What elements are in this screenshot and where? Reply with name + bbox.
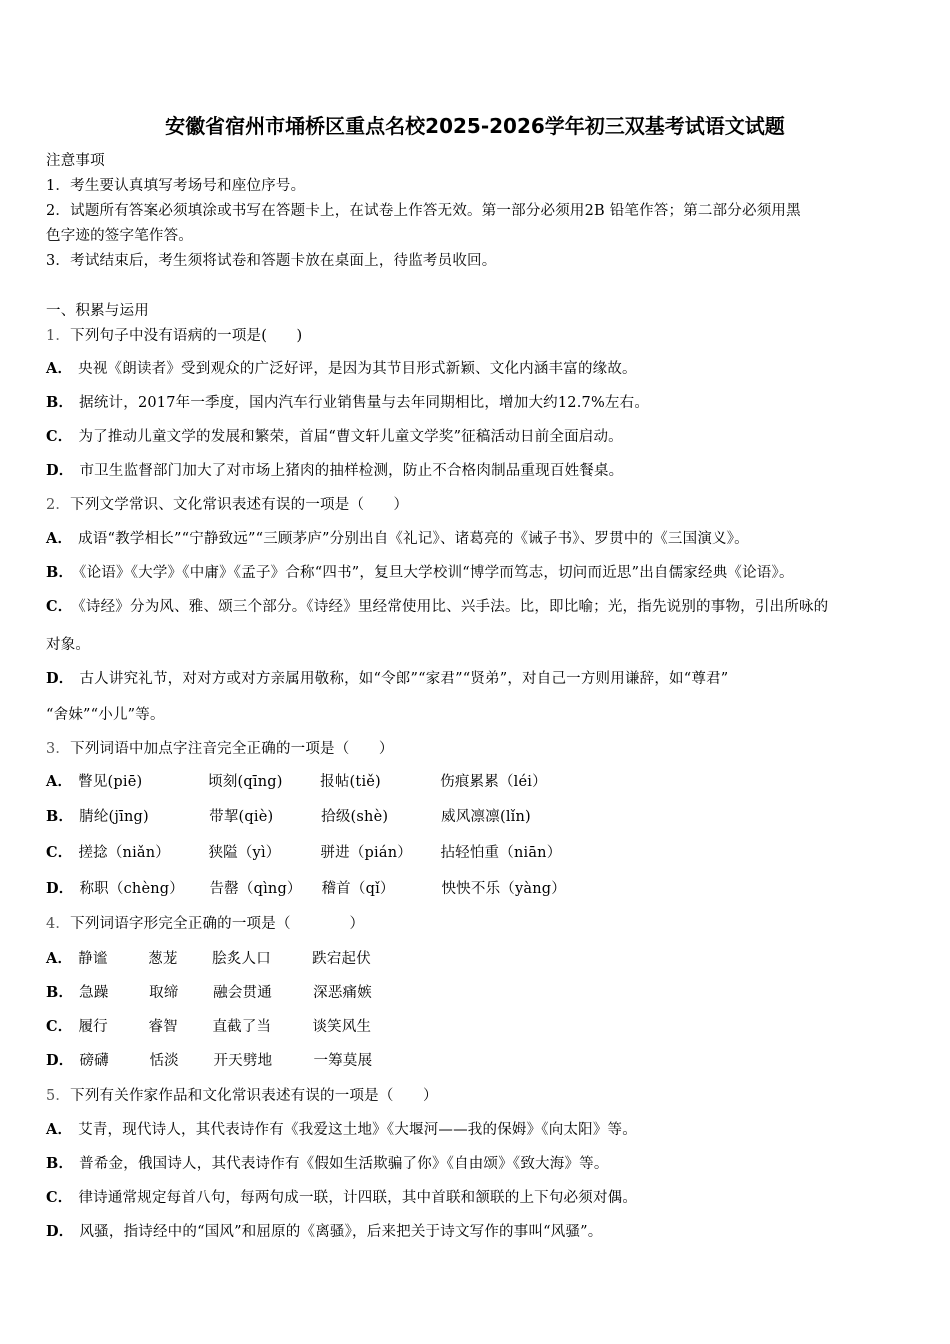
question-number: 3． xyxy=(46,741,71,757)
question-5-stem xyxy=(46,1085,910,1107)
option-text: 市卫生监督部门加大了对市场上猪肉的抽样检测，防止不合格肉制品重现百姓餐桌。 xyxy=(79,463,624,479)
question-1-stem xyxy=(46,325,910,347)
option-text: 普希金，俄国诗人，其代表诗作有《假如生活欺骗了你》《自由颂》《致大海》等。 xyxy=(79,1156,609,1172)
option-label: A． xyxy=(46,1121,73,1138)
q3-option-c[interactable] xyxy=(46,842,910,864)
option-word: 拈轻怕重（niān） xyxy=(440,845,562,861)
question-3-stem xyxy=(46,738,910,760)
option-label: A． xyxy=(46,530,73,547)
option-word: 履行 xyxy=(78,1019,108,1035)
option-word: 瞥见(piē) xyxy=(78,774,143,790)
option-label: A． xyxy=(46,773,73,790)
question-4-stem xyxy=(46,913,910,935)
option-label: D． xyxy=(46,1223,74,1240)
option-text: 《论语》《大学》《中庸》《孟子》合称“四书”，复旦大学校训“博学而笃志，切问而近思”出自儒家经典《论语》。 xyxy=(79,565,794,581)
question-number: 1． xyxy=(46,328,71,344)
option-label: C． xyxy=(46,428,73,445)
option-word: 报帖(tiě) xyxy=(320,774,381,790)
option-word: 谈笑风生 xyxy=(312,1019,372,1035)
option-word: 磅礴 xyxy=(79,1053,109,1069)
option-label: D． xyxy=(46,1052,74,1069)
question-2-stem xyxy=(46,494,910,516)
q2-option-c-cont: 对象。 xyxy=(46,637,91,653)
question-text: 下列文学常识、文化常识表述有误的一项是（ ） xyxy=(70,497,409,513)
q5-option-d[interactable] xyxy=(46,1221,910,1243)
option-text: 律诗通常规定每首八句，每两句成一联，计四联，其中首联和颔联的上下句必须对偶。 xyxy=(78,1190,638,1206)
q1-option-b[interactable] xyxy=(46,392,910,414)
option-word: 一筹莫展 xyxy=(313,1053,373,1069)
option-word: 威风凛凛(lǐn) xyxy=(441,809,531,825)
option-text: 央视《朗读者》受到观众的广泛好评，是因为其节目形式新颖、文化内涵丰富的缘故。 xyxy=(78,361,637,377)
q2-option-c[interactable] xyxy=(46,596,910,618)
option-text: 风骚，指诗经中的“国风”和屈原的《离骚》，后来把关于诗文写作的事叫“风骚”。 xyxy=(79,1224,603,1240)
notice-item-2: 2．试题所有答案必须填涂或书写在答题卡上，在试卷上作答无效。第一部分必须用2B 铅笔作答；第二部分必须用黑 xyxy=(46,203,801,219)
option-word: 融会贯通 xyxy=(213,985,272,1001)
option-word: 带挈(qiè) xyxy=(209,809,274,825)
section-heading: 一、积累与运用 xyxy=(46,303,149,319)
option-word: 腈纶(jīng) xyxy=(79,809,149,825)
option-word: 静谧 xyxy=(78,951,108,967)
option-word: 搓捻（niǎn） xyxy=(78,845,171,861)
option-word: 怏怏不乐（yàng） xyxy=(441,881,566,897)
q2-option-b[interactable] xyxy=(46,562,910,584)
q3-option-a[interactable] xyxy=(46,771,910,793)
option-label: D． xyxy=(46,880,74,897)
option-word: 葱茏 xyxy=(148,951,178,967)
q5-option-a[interactable] xyxy=(46,1119,910,1141)
option-word: 狭隘（yì） xyxy=(208,845,281,861)
option-text: 成语“教学相长”“宁静致远”“三顾茅庐”分别出自《礼记》、诸葛亮的《诫子书》、罗贯中的《三国演义》。 xyxy=(78,531,749,547)
question-text: 下列有关作家作品和文化常识表述有误的一项是（ ） xyxy=(70,1088,438,1104)
option-word: 开天劈地 xyxy=(213,1053,273,1069)
q5-option-c[interactable] xyxy=(46,1187,910,1209)
q4-option-d[interactable] xyxy=(46,1050,910,1072)
option-label: B． xyxy=(46,1155,74,1172)
q3-option-d[interactable] xyxy=(46,878,910,900)
option-label: A． xyxy=(46,360,73,377)
question-text: 下列词语字形完全正确的一项是（ ） xyxy=(70,916,365,932)
notice-item-1: 1．考生要认真填写考场号和座位序号。 xyxy=(46,178,306,194)
option-label: D． xyxy=(46,670,74,687)
q1-option-c[interactable] xyxy=(46,426,910,448)
q2-option-d[interactable] xyxy=(46,668,910,690)
q3-option-b[interactable] xyxy=(46,806,910,828)
option-text: 为了推动儿童文学的发展和繁荣，首届“曹文轩儿童文学奖”征稿活动日前全面启动。 xyxy=(78,429,623,445)
option-word: 告罄（qìng） xyxy=(209,881,302,897)
option-label: C． xyxy=(46,844,73,861)
q4-option-c[interactable] xyxy=(46,1016,910,1038)
option-word: 稽首（qǐ） xyxy=(321,881,395,897)
option-word: 称职（chèng） xyxy=(79,881,184,897)
option-text: 《诗经》分为风、雅、颂三个部分。《诗经》里经常使用比、兴手法。比，即比喻；光，指先说别的事物，引出所咏的 xyxy=(78,599,829,615)
option-word: 睿智 xyxy=(148,1019,178,1035)
option-word: 脍炙人口 xyxy=(212,951,271,967)
q2-option-a[interactable] xyxy=(46,528,910,550)
option-word: 深恶痛嫉 xyxy=(313,985,372,1001)
option-word: 伤痕累累（léi） xyxy=(440,774,547,790)
q1-option-a[interactable] xyxy=(46,358,910,380)
option-text: 古人讲究礼节，对对方或对方亲属用敬称，如“令郎”“家君”“贤弟”，对自己一方则用谦辞，如“尊君” xyxy=(79,671,729,687)
option-word: 直截了当 xyxy=(212,1019,272,1035)
option-text: 据统计，2017年一季度，国内汽车行业销售量与去年同期相比，增加大约12.7%左右。 xyxy=(79,395,650,411)
page-title: 安徽省宿州市埇桥区重点名校2025-2026学年初三双基考试语文试题 xyxy=(165,114,785,138)
option-label: B． xyxy=(46,564,74,581)
option-label: A． xyxy=(46,950,73,967)
option-label: C． xyxy=(46,1018,73,1035)
q4-option-a[interactable] xyxy=(46,948,910,970)
option-label: C． xyxy=(46,598,73,615)
option-word: 拾级(shè) xyxy=(321,809,389,825)
option-label: B． xyxy=(46,808,74,825)
q4-option-b[interactable] xyxy=(46,982,910,1004)
option-word: 急躁 xyxy=(79,985,109,1001)
option-word: 恬淡 xyxy=(149,1053,179,1069)
option-label: C． xyxy=(46,1189,73,1206)
option-label: B． xyxy=(46,984,74,1001)
option-label: D． xyxy=(46,462,74,479)
q2-option-d-cont: “舍妹”“小儿”等。 xyxy=(46,707,165,723)
option-word: 跌宕起伏 xyxy=(312,951,371,967)
q5-option-b[interactable] xyxy=(46,1153,910,1175)
notice-item-3: 3．考试结束后，考生须将试卷和答题卡放在桌面上，待监考员收回。 xyxy=(46,253,497,269)
question-number: 4． xyxy=(46,916,71,932)
question-number: 5． xyxy=(46,1088,71,1104)
option-word: 取缔 xyxy=(149,985,179,1001)
option-word: 顷刻(qīng) xyxy=(208,774,283,790)
question-text: 下列句子中没有语病的一项是( ) xyxy=(70,328,303,344)
question-text: 下列词语中加点字注音完全正确的一项是（ ） xyxy=(70,741,394,757)
option-label: B． xyxy=(46,394,74,411)
question-number: 2． xyxy=(46,497,71,513)
option-word: 骈进（pián） xyxy=(320,845,412,861)
notice-item-2-cont: 色字迹的签字笔作答。 xyxy=(46,228,193,244)
option-text: 艾青，现代诗人，其代表诗作有《我爱这土地》《大堰河——我的保姆》《向太阳》等。 xyxy=(78,1122,637,1138)
q1-option-d[interactable] xyxy=(46,460,910,482)
notice-heading: 注意事项 xyxy=(46,153,105,169)
